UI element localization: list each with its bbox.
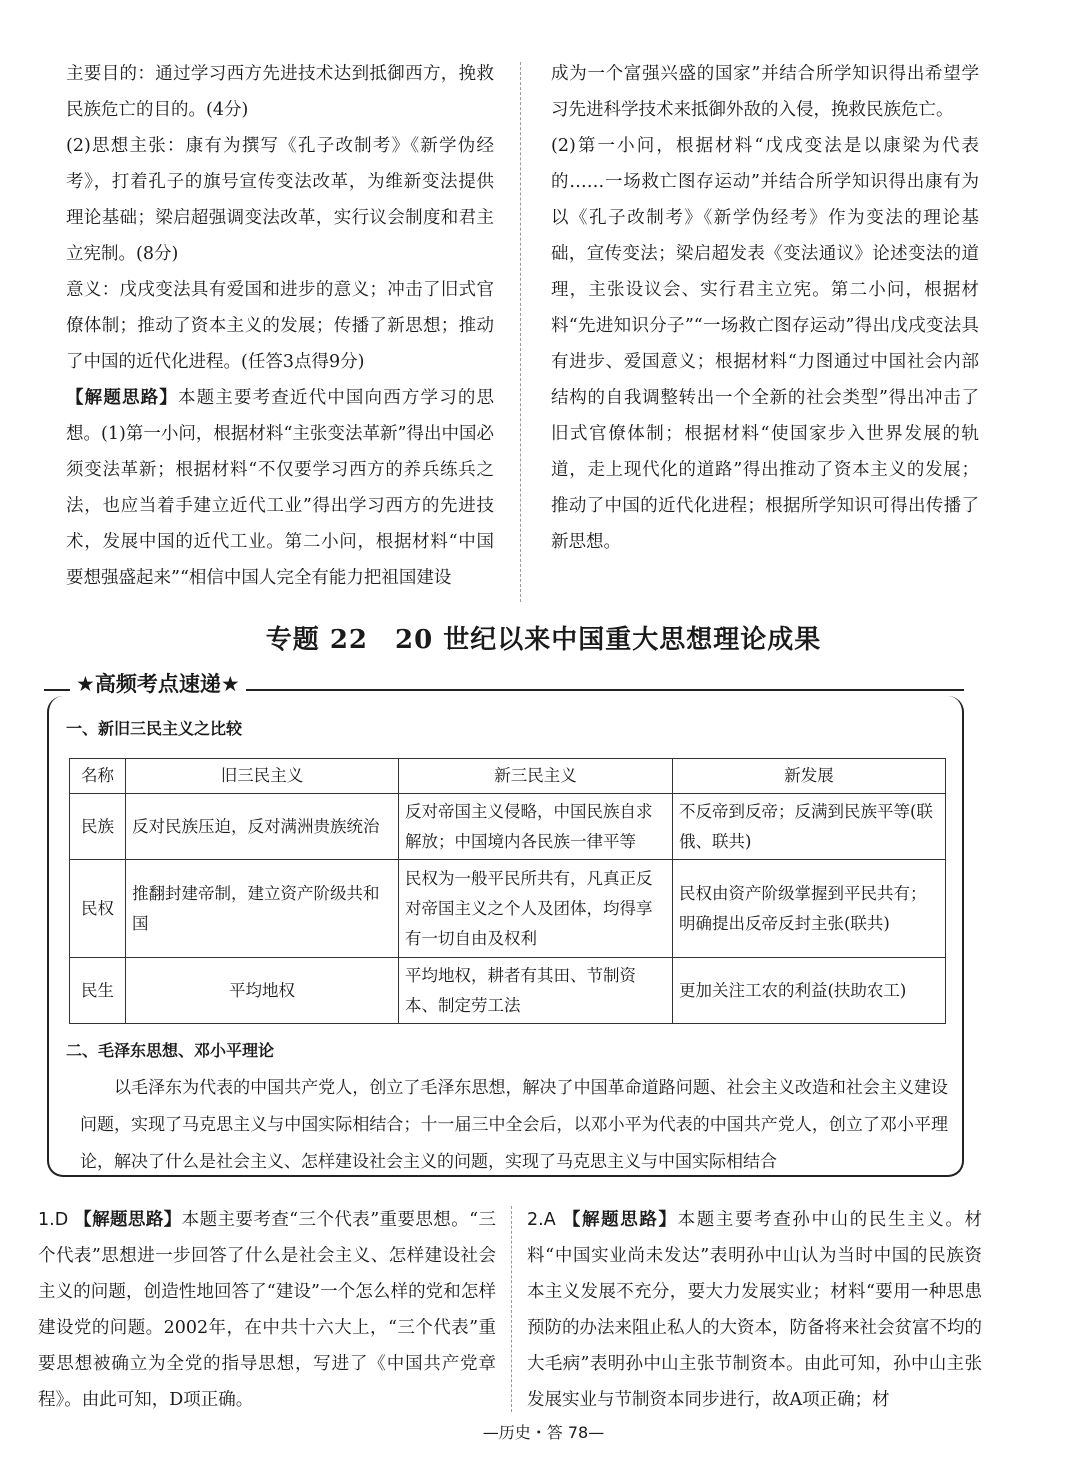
cell-new: 民权为一般平民所共有，凡真正反对帝国主义之个人及团体，均得享有一切自由及权利: [399, 860, 673, 958]
answer-text: 本题主要考查“三个代表”重要思想。“三个代表”思想进一步回答了什么是社会主义、怎样建设社会主义的问题，创造性地回答了“建设”一个怎么样的党和怎样建设党的问题。2002年，在中共十六大上，“三个代表”重要思想被确立为全党的指导思想，写进了《中国共产党章程》。由此可知，D项正确。: [38, 1210, 496, 1410]
analysis-part-two: (2)第一小问，根据材料“戊戌变法是以康梁为代表的……一场救亡图存运动”并结合所学知识得出康有为以《孔子改制考》《新学伪经考》作为变法的理论基础，宣传变法；梁启超发表《变法通议》论述变法的道理，主张设议会、实行君主立宪。第二小问，根据材料“先进知识分子”“一场救亡图存运动”得出戊戌变法具有进步、爱国意义；根据材料“力图通过中国社会内部结构的自我调整转出一个全新的社会类型”得出冲击了旧式官僚体制；根据材料“使国家步入世界发展的轨道，走上现代化的道路”得出推动了资本主义的发展；推动了中国的近代化进程；根据所学知识可得出传播了新思想。: [551, 136, 979, 552]
row-name: 民生: [70, 958, 126, 1024]
header-name: 名称: [70, 759, 126, 794]
header-development: 新发展: [673, 759, 946, 794]
subsection-title-thought: 二、毛泽东思想、邓小平理论: [66, 1041, 275, 1060]
row-name: 民族: [70, 794, 126, 860]
analysis-tag: 【解题思路】: [562, 1210, 678, 1230]
analysis-text: 本题主要考查近代中国向西方学习的思想。(1)第一小问，根据材料“主张变法革新”得出中国必须变法革新；根据材料“不仅要学习西方的养兵练兵之法，也应当着手建立近代工业”得出学习西方的先进技术，发展中国的近代工业。第二小问，根据材料“中国要想强盛起来”“相信中国人完全有能力把祖国建设: [66, 388, 495, 588]
table-header-row: [70, 759, 946, 794]
table-row: [70, 794, 946, 860]
column-divider-bottom: [511, 1206, 512, 1412]
page-footer: —历史・答 78—: [482, 1423, 605, 1442]
thought-text: 以毛泽东为代表的中国共产党人，创立了毛泽东思想，解决了中国革命道路问题、社会主义改造和社会主义建设问题，实现了马克思主义与中国实际相结合；十一届三中全会后，以邓小平为代表的中国共产党人，创立了邓小平理论，解决了什么是社会主义、怎样建设社会主义的问题，实现了马克思主义与中国实际相结合: [80, 1078, 948, 1172]
answer-thought-proposal: (2)思想主张：康有为撰写《孔子改制考》《新学伪经考》，打着孔子的旗号宣传变法改革，为维新变法提供理论基础；梁启超强调变法改革，实行议会制度和君主立宪制。(8分): [66, 136, 494, 264]
cell-development: 民权由资产阶级掌握到平民共有；明确提出反帝反封主张(联共): [673, 860, 946, 958]
table-row: [70, 860, 946, 958]
analysis-tag: 【解题思路】: [66, 388, 178, 408]
answer-significance: 意义：戊戌变法具有爱国和进步的意义；冲击了旧式官僚体制；推动了资本主义的发展；传播了新思想；推动了中国的近代化进程。(任答3点得9分): [66, 280, 494, 372]
answer-number: 2.A: [527, 1210, 556, 1230]
cell-development: 更加关注工农的利益(扶助农工): [673, 958, 946, 1024]
answer-number: 1.D: [38, 1210, 69, 1230]
cell-old: 反对民族压迫，反对满洲贵族统治: [126, 794, 399, 860]
cell-new: 平均地权，耕者有其田、节制资本、制定劳工法: [399, 958, 673, 1024]
subsection-title-comparison: 一、新旧三民主义之比较: [66, 719, 243, 738]
comparison-table: [69, 758, 946, 1024]
analysis-paragraph: [66, 380, 494, 596]
top-right-column: [551, 56, 979, 560]
header-new: 新三民主义: [399, 759, 673, 794]
answer-1: [38, 1202, 496, 1418]
answer-2-paragraph: [527, 1202, 982, 1418]
key-points-heading: ★高频考点速递★: [70, 668, 246, 698]
row-name: 民权: [70, 860, 126, 958]
table-row: [70, 958, 946, 1024]
analysis-continued: 成为一个富强兴盛的国家”并结合所学知识得出希望学习先进科学技术来抵御外敌的入侵，挽救民族危亡。: [551, 64, 979, 120]
answer-main-purpose: 主要目的：通过学习西方先进技术达到抵御西方，挽救民族危亡的目的。(4分): [66, 64, 494, 120]
answer-1-paragraph: [38, 1202, 496, 1418]
cell-old: 平均地权: [126, 958, 399, 1024]
answer-text: 本题主要考查孙中山的民生主义。材料“中国实业尚未发达”表明孙中山认为当时中国的民族资本主义发展不充分，要大力发展实业；材料“要用一种思患预防的办法来阻止私人的大资本，防备将来社会贫富不均的大毛病”表明孙中山主张节制资本。由此可知，孙中山主张发展实业与节制资本同步进行，故A项正确；材: [527, 1210, 982, 1410]
cell-development: 不反帝到反帝；反满到民族平等(联俄、联共): [673, 794, 946, 860]
cell-new: 反对帝国主义侵略，中国民族自求解放；中国境内各民族一律平等: [399, 794, 673, 860]
top-left-column: [66, 56, 494, 596]
header-old: 旧三民主义: [126, 759, 399, 794]
analysis-tag: 【解题思路】: [74, 1210, 182, 1230]
section-title: 专题 22 20 世纪以来中国重大思想理论成果: [265, 625, 822, 655]
cell-old: 推翻封建帝制，建立资产阶级共和国: [126, 860, 399, 958]
thought-paragraph: [80, 1070, 948, 1181]
column-divider-top: [520, 62, 521, 602]
answer-2: [527, 1202, 982, 1418]
